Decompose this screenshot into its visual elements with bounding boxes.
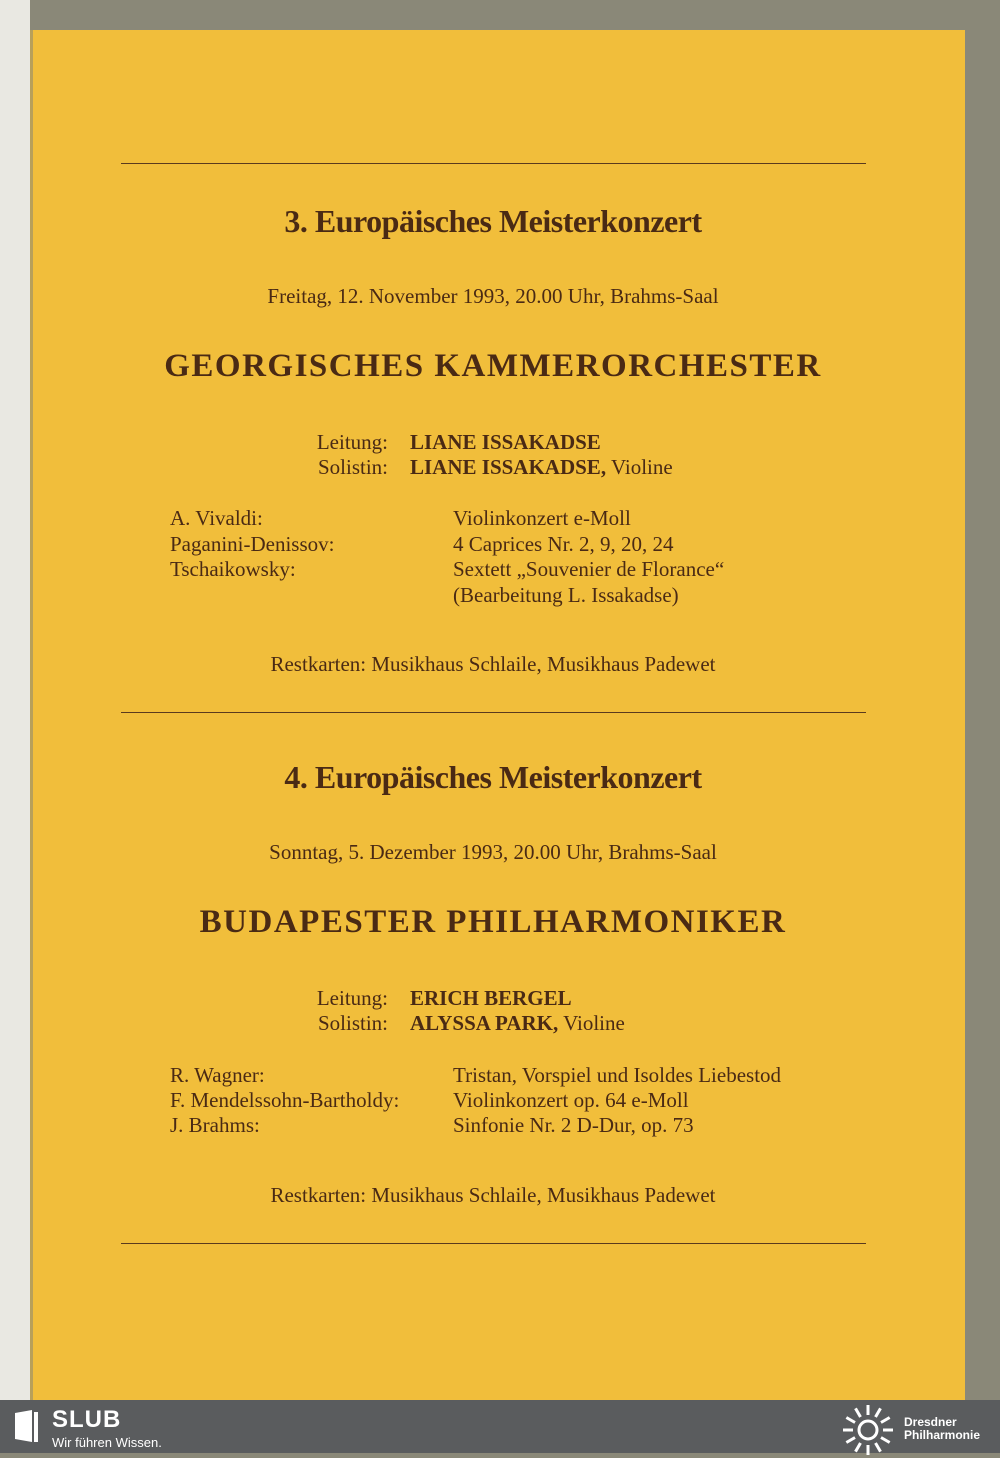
concert-2-tickets: Restkarten: Musikhaus Schlaile, Musikhaus Padewet [270, 1183, 716, 1207]
slub-logo-icon [12, 1409, 40, 1445]
concert-1-leitung-label: Leitung: [316, 430, 388, 454]
concert-1-solistin-value [410, 455, 673, 480]
divider-bottom [121, 1243, 866, 1244]
concert-1-composer-1: A. Vivaldi: [170, 506, 263, 530]
concert-1-work-2: 4 Caprices Nr. 2, 9, 20, 24 [453, 532, 674, 556]
concert-2-solistin-label-box [233, 1011, 388, 1036]
concert-2-leitung-label: Leitung: [316, 986, 388, 1010]
divider-top [121, 163, 866, 164]
concert-2-leitung-name: ERICH BERGEL [410, 986, 572, 1010]
concert-2-solistin-value [410, 1011, 625, 1036]
concert-1-work-3-note: (Bearbeitung L. Issakadse) [453, 583, 679, 607]
concert-2-solistin-name: ALYSSA PARK, [410, 1011, 559, 1035]
concert-2-composer-3: J. Brahms: [170, 1113, 260, 1137]
footer-bar [0, 1400, 1000, 1453]
partner-line-2: Philharmonie [904, 1428, 981, 1442]
concert-2-leitung-value [410, 986, 572, 1011]
dresdner-philharmonie-logo-icon [840, 1402, 896, 1458]
divider-middle [121, 712, 866, 713]
concert-1-orchestra: GEORGISCHES KAMMERORCHESTER [164, 348, 822, 384]
concert-1-leitung-value [410, 430, 601, 455]
concert-2-work-2: Violinkonzert op. 64 e-Moll [453, 1088, 689, 1112]
slub-name: SLUB [52, 1406, 122, 1433]
concert-1-leitung-label-box [233, 430, 388, 455]
concert-1-leitung-name: LIANE ISSAKADSE [410, 430, 601, 454]
concert-2-title: 4. Europäisches Meisterkonzert [284, 759, 702, 795]
concert-2-solistin-instrument: Violine [558, 1011, 625, 1035]
program-page [33, 30, 965, 1400]
concert-2-date: Sonntag, 5. Dezember 1993, 20.00 Uhr, Brahms-Saal [269, 840, 717, 864]
concert-2-composer-2: F. Mendelssohn-Bartholdy: [170, 1088, 400, 1112]
concert-2-work-1: Tristan, Vorspiel und Isoldes Liebestod [453, 1063, 782, 1087]
concert-2-composer-1: R. Wagner: [170, 1063, 265, 1087]
concert-1-solistin-label: Solistin: [317, 455, 388, 479]
concert-1-solistin-label-box [233, 455, 388, 480]
concert-2-solistin-label: Solistin: [317, 1011, 388, 1035]
slub-tagline: Wir führen Wissen. [52, 1435, 162, 1450]
concert-1-date: Freitag, 12. November 1993, 20.00 Uhr, Brahms-Saal [267, 284, 719, 308]
concert-1-solistin-instrument: Violine [606, 455, 673, 479]
concert-1-work-3: Sextett „Souvenier de Florance“ [453, 557, 725, 581]
concert-1-solistin-name: LIANE ISSAKADSE, [410, 455, 607, 479]
concert-2-leitung-label-box [233, 986, 388, 1011]
concert-2-orchestra: BUDAPESTER PHILHARMONIKER [199, 904, 787, 940]
partner-line-1: Dresdner [904, 1415, 957, 1429]
dresdner-philharmonie-label [904, 1416, 980, 1442]
concert-1-title: 3. Europäisches Meisterkonzert [284, 203, 702, 239]
concert-2-work-3: Sinfonie Nr. 2 D-Dur, op. 73 [453, 1113, 694, 1137]
concert-1-tickets: Restkarten: Musikhaus Schlaile, Musikhaus Padewet [270, 652, 716, 676]
concert-1-composer-2: Paganini-Denissov: [170, 532, 335, 556]
concert-1-work-1: Violinkonzert e-Moll [453, 506, 631, 530]
scan-background-strip [0, 0, 30, 1400]
concert-1-composer-3: Tschaikowsky: [170, 557, 296, 581]
